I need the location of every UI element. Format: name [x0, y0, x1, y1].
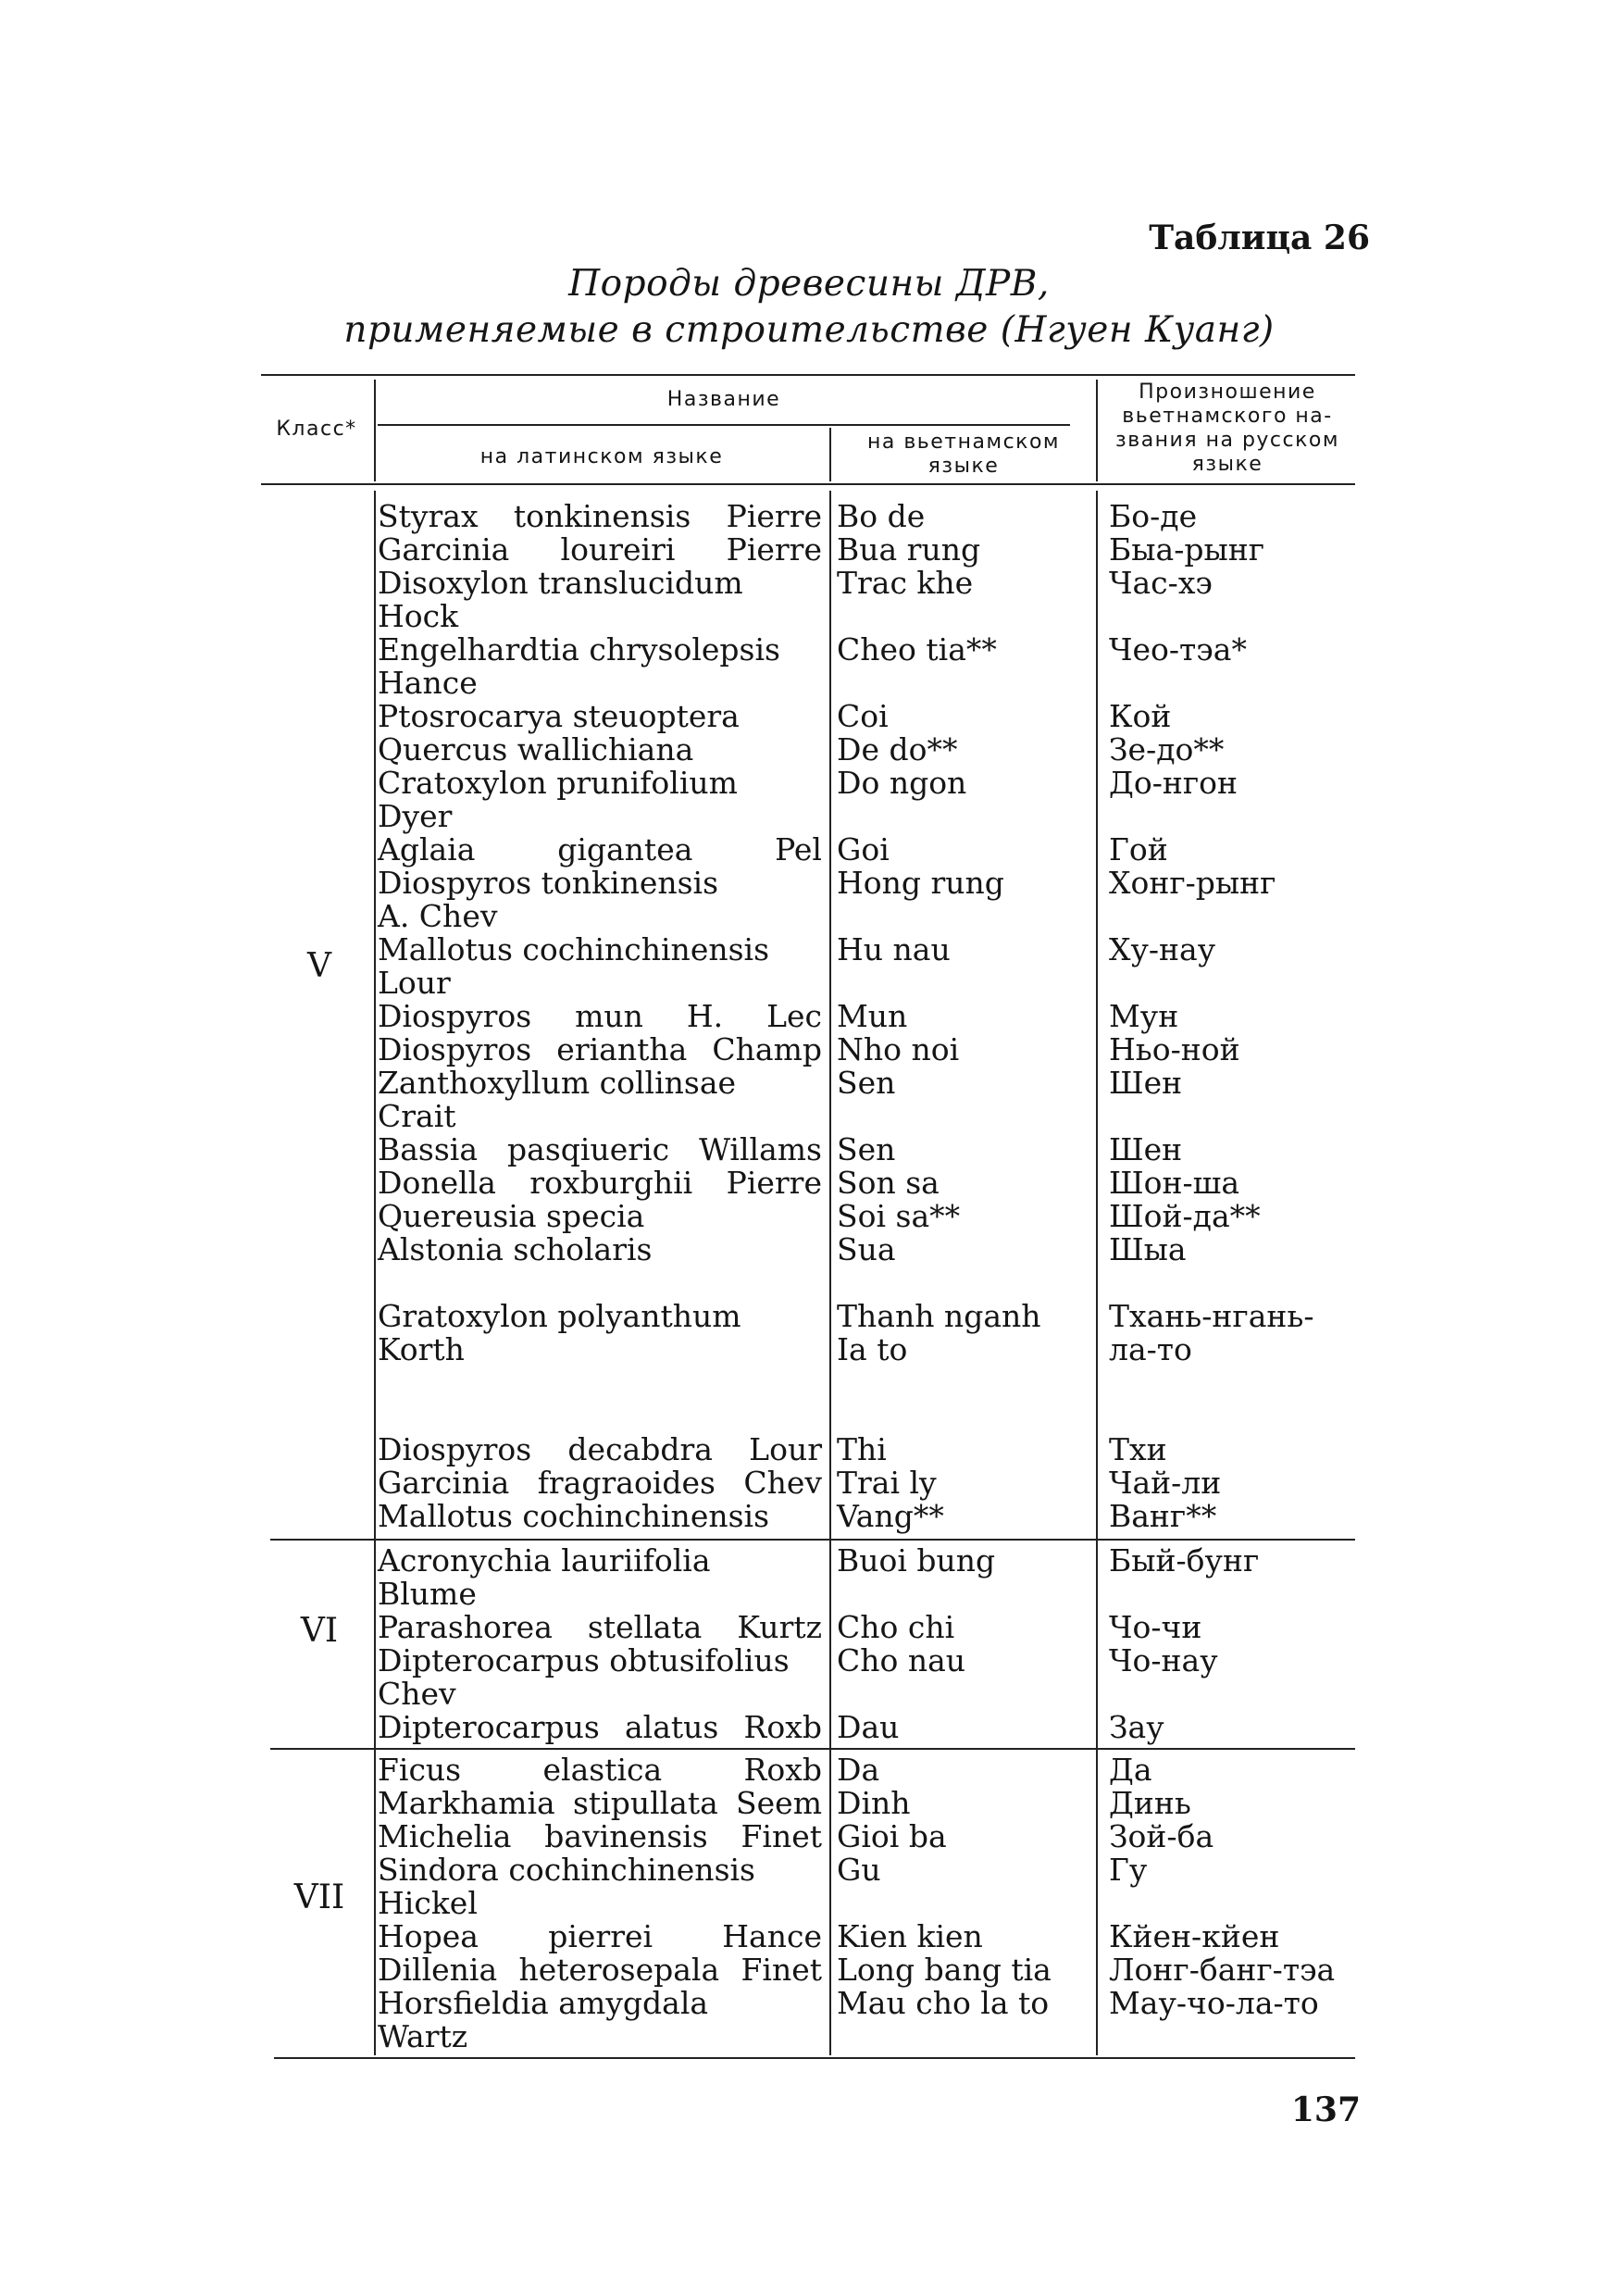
header-top-rule — [261, 374, 1355, 376]
vietnamese-name-cell: Ia to — [837, 1331, 908, 1367]
latin-name-cell: Crait — [378, 1098, 456, 1134]
table-row — [0, 1100, 1618, 1133]
latin-name-cell: Chev — [378, 1676, 456, 1712]
latin-name-cell: Dyer — [378, 798, 453, 834]
russian-pronunciation-cell: До-нгон — [1109, 765, 1238, 801]
table-row — [0, 967, 1618, 1000]
vietnamese-name-cell: Sen — [837, 1131, 896, 1167]
table-row — [0, 533, 1618, 567]
table-row — [0, 1820, 1618, 1853]
table-row — [0, 700, 1618, 733]
table-bottom-rule — [274, 2057, 1355, 2059]
vietnamese-name-cell: Hong rung — [837, 865, 1004, 901]
table-row — [0, 1067, 1618, 1100]
russian-pronunciation-cell: Гой — [1109, 831, 1168, 867]
russian-pronunciation-cell: Ванг** — [1109, 1498, 1217, 1534]
latin-name-cell: Quercus wallichiana — [378, 731, 694, 767]
header-name-subrule — [378, 424, 1070, 426]
latin-name-cell: Sindora cochinchinensis — [378, 1852, 755, 1888]
table-row — [0, 1167, 1618, 1200]
vietnamese-name-cell: Hu nau — [837, 931, 951, 967]
vietnamese-name-cell: Mun — [837, 998, 908, 1034]
table-row — [0, 1200, 1618, 1233]
table-row — [0, 1887, 1618, 1920]
russian-pronunciation-cell: Шыа — [1109, 1231, 1187, 1267]
russian-pronunciation-cell: Час-хэ — [1109, 565, 1213, 601]
header-latin: на латинском языке — [479, 445, 724, 468]
vietnamese-name-cell: Cho chi — [837, 1609, 955, 1645]
latin-name-cell: Gratoxylon polyanthum — [378, 1298, 741, 1334]
latin-name-cell: Mallotus cochinchinensis — [378, 931, 770, 967]
latin-name-cell: Bassia pasqiueric Willams — [378, 1131, 822, 1167]
table-row — [0, 1466, 1618, 1500]
vietnamese-name-cell: Son sa — [837, 1165, 940, 1201]
table-row — [0, 900, 1618, 933]
table-title-line-2: применяемые в строительстве (Нгуен Куанг) — [343, 309, 1275, 351]
latin-name-cell: Blume — [378, 1576, 477, 1612]
russian-pronunciation-cell: Бо-де — [1109, 498, 1198, 534]
vietnamese-name-cell: Thanh nganh — [837, 1298, 1041, 1334]
vietnamese-name-cell: Do ngon — [837, 765, 967, 801]
table-row — [0, 1787, 1618, 1820]
header-divider-latin — [829, 428, 831, 481]
russian-pronunciation-cell: Ху-нау — [1109, 931, 1216, 967]
page-number: 137 — [1290, 2090, 1361, 2129]
russian-pronunciation-cell: Кой — [1109, 698, 1172, 734]
table-row — [0, 1500, 1618, 1533]
table-row — [0, 1644, 1618, 1678]
russian-pronunciation-cell: Зау — [1109, 1709, 1164, 1745]
vietnamese-name-cell: Da — [837, 1752, 880, 1788]
vietnamese-name-cell: Dinh — [837, 1785, 911, 1821]
table-row — [0, 1544, 1618, 1578]
vietnamese-name-cell: Cheo tia** — [837, 631, 997, 668]
table-row — [0, 1853, 1618, 1887]
latin-name-cell: Garcinia fragraoides Chev — [378, 1465, 822, 1501]
table-row — [0, 1987, 1618, 2020]
latin-name-cell: Alstonia scholaris — [378, 1231, 653, 1267]
vietnamese-name-cell: Nho noi — [837, 1031, 960, 1067]
latin-name-cell: Styrax tonkinensis Pierre — [378, 498, 822, 534]
latin-name-cell: Wartz — [378, 2018, 468, 2054]
russian-pronunciation-cell: Хонг-рынг — [1109, 865, 1276, 901]
table-row — [0, 1366, 1618, 1400]
latin-name-cell: Hickel — [378, 1885, 478, 1921]
vietnamese-name-cell: Cho nau — [837, 1642, 966, 1678]
latin-name-cell: Garcinia loureiri Pierre — [378, 531, 822, 568]
russian-pronunciation-cell: Чео-тэа* — [1109, 631, 1247, 668]
header-bottom-rule — [261, 483, 1355, 485]
vietnamese-name-cell: De do** — [837, 731, 958, 767]
latin-name-cell: Aglaia gigantea Pel — [378, 831, 822, 867]
latin-name-cell: Zanthoxyllum collinsae — [378, 1065, 737, 1101]
russian-pronunciation-cell: Шон-ша — [1109, 1165, 1240, 1201]
table-row — [0, 767, 1618, 800]
table-row — [0, 1400, 1618, 1433]
vietnamese-name-cell: Soi sa** — [837, 1198, 961, 1234]
vietnamese-name-cell: Trai ly — [837, 1465, 937, 1501]
latin-name-cell: Cratoxylon prunifolium — [378, 765, 738, 801]
vietnamese-name-cell: Thi — [837, 1431, 887, 1467]
russian-pronunciation-cell: Быа-рынг — [1109, 531, 1265, 568]
russian-pronunciation-cell: Лонг-банг-тэа — [1109, 1952, 1336, 1988]
header-name: Название — [666, 388, 781, 411]
table-row — [0, 633, 1618, 667]
class-label-vi: VI — [300, 1612, 339, 1650]
table-row — [0, 933, 1618, 967]
latin-name-cell: Diospyros eriantha Champ — [378, 1031, 822, 1067]
russian-pronunciation-cell: Шен — [1109, 1065, 1183, 1101]
latin-name-cell: A. Chev — [378, 898, 498, 934]
table-row — [0, 567, 1618, 600]
table-row — [0, 500, 1618, 533]
russian-pronunciation-cell: Мун — [1109, 998, 1179, 1034]
vietnamese-name-cell: Buoi bung — [837, 1542, 996, 1578]
latin-name-cell: Acronychia lauriifolia — [378, 1542, 711, 1578]
table-row — [0, 800, 1618, 833]
latin-name-cell: Horsfieldia amygdala — [378, 1985, 709, 2021]
russian-pronunciation-cell: ла-то — [1109, 1331, 1192, 1367]
russian-pronunciation-cell: Тхань-нгань- — [1109, 1298, 1314, 1334]
vietnamese-name-cell: Kien kien — [837, 1918, 983, 1954]
latin-name-cell: Hance — [378, 665, 478, 701]
header-divider-class — [374, 380, 376, 481]
russian-pronunciation-cell: Зой-ба — [1109, 1818, 1214, 1854]
table-title-line-1: Породы древесины ДРВ, — [568, 263, 1050, 305]
russian-pronunciation-cell: Да — [1109, 1752, 1152, 1788]
class-label-v: V — [307, 947, 331, 985]
vietnamese-name-cell: Long bang tia — [837, 1952, 1052, 1988]
table-row — [0, 667, 1618, 700]
header-pronunciation-1: Произношение — [1139, 381, 1316, 404]
latin-name-cell: Engelhardtia chrysolepsis — [378, 631, 780, 668]
table-row — [0, 867, 1618, 900]
table-row — [0, 1611, 1618, 1644]
latin-name-cell: Diospyros decabdra Lour — [378, 1431, 822, 1467]
latin-name-cell: Korth — [378, 1331, 465, 1367]
latin-name-cell: Michelia bavinensis Finet — [378, 1818, 822, 1854]
latin-name-cell: Markhamia stipullata Seem — [378, 1785, 822, 1821]
vietnamese-name-cell: Sua — [837, 1231, 896, 1267]
latin-name-cell: Donella roxburghii Pierre — [378, 1165, 822, 1201]
table-row — [0, 1920, 1618, 1953]
latin-name-cell: Dipterocarpus obtusifolius — [378, 1642, 790, 1678]
table-row — [0, 1578, 1618, 1611]
latin-name-cell: Diospyros tonkinensis — [378, 865, 719, 901]
russian-pronunciation-cell: Шен — [1109, 1131, 1183, 1167]
table-row — [0, 1133, 1618, 1167]
table-row — [0, 1233, 1618, 1267]
russian-pronunciation-cell: Шой-да** — [1109, 1198, 1261, 1234]
russian-pronunciation-cell: Динь — [1109, 1785, 1191, 1821]
russian-pronunciation-cell: Чо-чи — [1109, 1609, 1202, 1645]
table-row — [0, 1300, 1618, 1333]
class-label-vii: VII — [293, 1878, 345, 1916]
vietnamese-name-cell: Dau — [837, 1709, 900, 1745]
latin-name-cell: Disoxylon translucidum — [378, 565, 743, 601]
latin-name-cell: Lour — [378, 965, 451, 1001]
latin-name-cell: Diospyros mun H. Lec — [378, 998, 822, 1034]
table-row — [0, 1433, 1618, 1466]
latin-name-cell: Hopea pierrei Hance — [378, 1918, 822, 1954]
latin-name-cell: Hock — [378, 598, 459, 634]
table-row — [0, 1267, 1618, 1300]
russian-pronunciation-cell: Гу — [1109, 1852, 1148, 1888]
header-pronunciation-4: языке — [1191, 453, 1263, 476]
header-vietnamese-2: языке — [927, 455, 1000, 478]
header-vietnamese-1: на вьетнамском — [866, 430, 1061, 454]
table-label: Таблица 26 — [1149, 218, 1370, 257]
russian-pronunciation-cell: Тхи — [1109, 1431, 1167, 1467]
vietnamese-name-cell: Bo de — [837, 498, 926, 534]
header-pronunciation-3: звания на русском — [1115, 429, 1339, 452]
russian-pronunciation-cell: Кйен-кйен — [1109, 1918, 1280, 1954]
vietnamese-name-cell: Coi — [837, 698, 889, 734]
vietnamese-name-cell: Bua rung — [837, 531, 981, 568]
table-row — [0, 1953, 1618, 1987]
latin-name-cell: Parashorea stellata Kurtz — [378, 1609, 822, 1645]
table-row — [0, 2020, 1618, 2053]
table-row — [0, 1753, 1618, 1787]
vietnamese-name-cell: Goi — [837, 831, 890, 867]
header-divider-vietnamese — [1096, 380, 1098, 481]
table-row — [0, 1033, 1618, 1067]
latin-name-cell: Ptosrocarya steuoptera — [378, 698, 740, 734]
vietnamese-name-cell: Gu — [837, 1852, 881, 1888]
header-pronunciation-2: вьетнамского на- — [1122, 405, 1333, 428]
table-row — [0, 833, 1618, 867]
vietnamese-name-cell: Trac khe — [837, 565, 974, 601]
latin-name-cell: Dillenia heterosepala Finet — [378, 1952, 822, 1988]
latin-name-cell: Mallotus cochinchinensis — [378, 1498, 770, 1534]
vietnamese-name-cell: Mau cho la to — [837, 1985, 1050, 2021]
russian-pronunciation-cell: Бый-бунг — [1109, 1542, 1260, 1578]
header-class: Класс* — [276, 418, 357, 441]
vietnamese-name-cell: Sen — [837, 1065, 896, 1101]
table-row — [0, 1678, 1618, 1711]
table-row — [0, 1000, 1618, 1033]
table-row — [0, 733, 1618, 767]
latin-name-cell: Dipterocarpus alatus Roxb — [378, 1709, 822, 1745]
group-rule-v-vi — [270, 1539, 1355, 1541]
vietnamese-name-cell: Gioi ba — [837, 1818, 947, 1854]
russian-pronunciation-cell: Зе-до** — [1109, 731, 1225, 767]
russian-pronunciation-cell: Чай-ли — [1109, 1465, 1222, 1501]
table-row — [0, 1711, 1618, 1744]
latin-name-cell: Ficus elastica Roxb — [378, 1752, 822, 1788]
table-row — [0, 1333, 1618, 1366]
vietnamese-name-cell: Vang** — [837, 1498, 944, 1534]
latin-name-cell: Quereusia specia — [378, 1198, 645, 1234]
russian-pronunciation-cell: Ньо-ной — [1109, 1031, 1240, 1067]
group-rule-vi-vii — [270, 1748, 1355, 1750]
russian-pronunciation-cell: Чо-нау — [1109, 1642, 1218, 1678]
russian-pronunciation-cell: Мау-чо-ла-то — [1109, 1985, 1319, 2021]
table-row — [0, 600, 1618, 633]
